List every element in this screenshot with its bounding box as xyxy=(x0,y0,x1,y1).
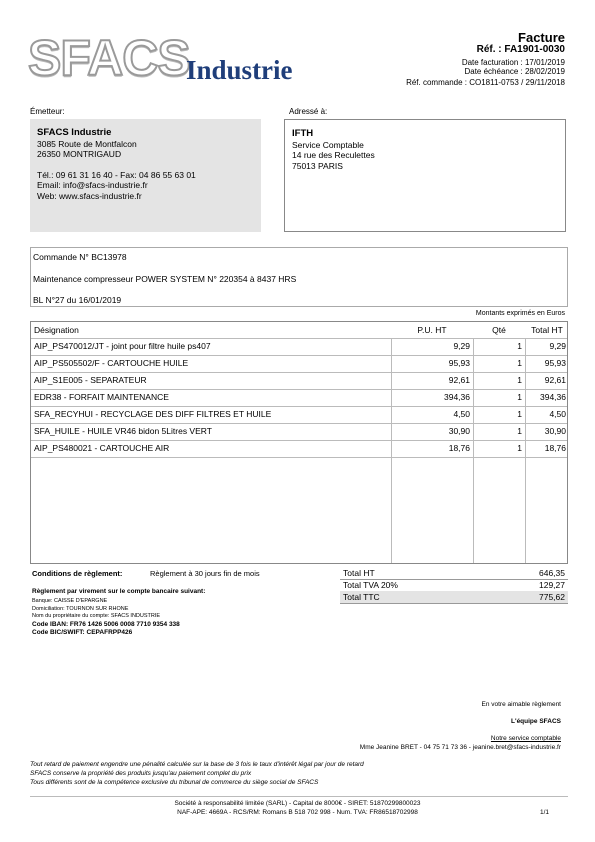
item-total: 30,90 xyxy=(544,426,566,436)
table-row xyxy=(31,406,567,424)
conditions-label: Conditions de règlement: xyxy=(32,569,123,578)
order-box xyxy=(30,247,568,307)
item-unit-price: 92,61 xyxy=(448,375,470,385)
item-total: 92,61 xyxy=(544,375,566,385)
table-row xyxy=(31,355,567,373)
footer-divider xyxy=(30,796,568,797)
date-echeance: Date échéance : 28/02/2019 xyxy=(464,67,565,76)
item-quantity: 1 xyxy=(517,392,522,402)
item-unit-price: 30,90 xyxy=(448,426,470,436)
bank-iban: Code IBAN: FR76 1426 5006 0008 7710 9354 338 xyxy=(32,621,180,628)
item-quantity: 1 xyxy=(517,443,522,453)
header-qty: Qté xyxy=(492,325,506,335)
bank-owner: Nom du propriétaire du compte: SFACS INDUSTRIE xyxy=(32,613,161,619)
logo-suffix: Industrie xyxy=(186,55,293,85)
item-total: 95,93 xyxy=(544,358,566,368)
bank-domiciliation: Domiciliation: TOURNON SUR RHONE xyxy=(32,606,129,612)
emitter-address1: 3085 Route de Montfalcon xyxy=(37,138,137,149)
bank-name: Banque: CAISSE D'EPARGNE xyxy=(32,598,108,604)
currency-note: Montants exprimés en Euros xyxy=(475,310,565,317)
invoice-ref: Réf. : FA1901-0030 xyxy=(476,44,565,55)
page-number: 1/1 xyxy=(539,809,549,816)
bank-bic: Code BIC/SWIFT: CEPAFRPP426 xyxy=(32,629,133,636)
table-row xyxy=(31,338,567,356)
total-ttc-row xyxy=(340,591,568,604)
item-total: 394,36 xyxy=(540,392,566,402)
total-tva-label: Total TVA 20% xyxy=(343,580,398,590)
item-designation: AIP_PS505502/F - CARTOUCHE HUILE xyxy=(34,358,189,368)
legal-line1: Tout retard de paiement engendre une pénalité calculée sur la base de 3 fois le taux d'intérêt légal par jour de retard xyxy=(30,761,364,768)
legal-line3: Tous différents sont de la compétence exclusive du tribunal de commerce du siège social de SFACS xyxy=(30,779,319,786)
recipient-line3: 75013 PARIS xyxy=(292,160,343,171)
item-quantity: 1 xyxy=(517,358,522,368)
item-unit-price: 95,93 xyxy=(448,358,470,368)
footer-line1: Société à responsabilité limitée (SARL) - Capital de 8000€ - SIRET: 51870299800023 xyxy=(174,800,421,807)
total-tva-value: 129,27 xyxy=(539,580,565,590)
signature-line1: En votre aimable règlement xyxy=(481,701,561,708)
item-unit-price: 9,29 xyxy=(453,341,470,351)
item-designation: AIP_PS470012/JT - joint pour filtre huile ps407 xyxy=(34,341,211,351)
recipient-line1: Service Comptable xyxy=(292,139,364,150)
total-ttc-label: Total TTC xyxy=(343,592,380,602)
item-designation: SFA_HUILE - HUILE VR46 bidon 5Litres VERT xyxy=(34,426,212,436)
item-designation: EDR38 - FORFAIT MAINTENANCE xyxy=(34,392,169,402)
recipient-label: Adressé à: xyxy=(289,107,328,116)
item-quantity: 1 xyxy=(517,341,522,351)
item-designation: AIP_S1E005 - SEPARATEUR xyxy=(34,375,147,385)
item-quantity: 1 xyxy=(517,375,522,385)
total-ttc-value: 775,62 xyxy=(539,592,565,602)
signature-line3: Notre service comptable xyxy=(490,735,561,742)
table-row xyxy=(31,389,567,407)
date-facturation: Date facturation : 17/01/2019 xyxy=(461,58,565,67)
footer-line2: NAF-APE: 4669A - RCS/RM: Romans B 518 702 998 - Num. TVA: FR86518702998 xyxy=(177,809,418,816)
item-designation: SFA_RECYHUI - RECYCLAGE DES DIFF FILTRES ET HUILE xyxy=(34,409,272,419)
header-total: Total HT xyxy=(531,325,563,335)
recipient-name: IFTH xyxy=(292,128,314,139)
item-unit-price: 394,36 xyxy=(444,392,470,402)
item-quantity: 1 xyxy=(517,409,522,419)
order-description: Maintenance compresseur POWER SYSTEM N° 220354 à 8437 HRS xyxy=(33,274,297,284)
table-row xyxy=(31,440,567,458)
signature-line4: Mme Jeanine BRET - 04 75 71 73 36 - jeanine.bret@sfacs-industrie.fr xyxy=(359,744,561,751)
emitter-phone: Tél.: 09 61 31 16 40 - Fax: 04 86 55 63 01 xyxy=(37,169,196,180)
emitter-web: Web: www.sfacs-industrie.fr xyxy=(37,190,142,201)
item-unit-price: 18,76 xyxy=(448,443,470,453)
item-total: 4,50 xyxy=(549,409,566,419)
conditions-value: Règlement à 30 jours fin de mois xyxy=(150,569,260,578)
logo-brand: SFACS xyxy=(28,30,190,86)
company-logo xyxy=(28,28,318,92)
total-ht-label: Total HT xyxy=(343,568,375,578)
table-header xyxy=(31,322,567,339)
total-ht-value: 646,35 xyxy=(539,568,565,578)
emitter-label: Émetteur: xyxy=(30,107,65,116)
table-row xyxy=(31,423,567,441)
emitter-email: Email: info@sfacs-industrie.fr xyxy=(37,180,148,190)
item-total: 9,29 xyxy=(549,341,566,351)
recipient-box xyxy=(284,119,566,232)
header-pu: P.U. HT xyxy=(417,325,447,335)
signature-line2: L'équipe SFACS xyxy=(511,718,561,725)
ref-commande: Réf. commande : CO1811-0753 / 29/11/2018 xyxy=(406,78,565,87)
item-total: 18,76 xyxy=(544,443,566,453)
items-table xyxy=(30,321,568,564)
item-designation: AIP_PS480021 - CARTOUCHE AIR xyxy=(34,443,170,453)
recipient-line2: 14 rue des Reculettes xyxy=(292,150,375,160)
header-designation: Désignation xyxy=(34,325,79,335)
document-title: Facture xyxy=(518,30,565,45)
emitter-address2: 26350 MONTRIGAUD xyxy=(37,149,122,159)
table-row xyxy=(31,372,567,390)
emitter-name: SFACS Industrie xyxy=(37,127,112,138)
order-number: Commande N° BC13978 xyxy=(33,252,127,262)
emitter-box xyxy=(30,119,261,232)
order-bl: BL N°27 du 16/01/2019 xyxy=(33,295,122,305)
legal-line2: SFACS conserve la propriété des produits jusqu'au paiement complet du prix xyxy=(30,770,252,777)
virement-title: Règlement par virement sur le compte bancaire suivant: xyxy=(32,588,206,595)
item-quantity: 1 xyxy=(517,426,522,436)
item-unit-price: 4,50 xyxy=(453,409,470,419)
